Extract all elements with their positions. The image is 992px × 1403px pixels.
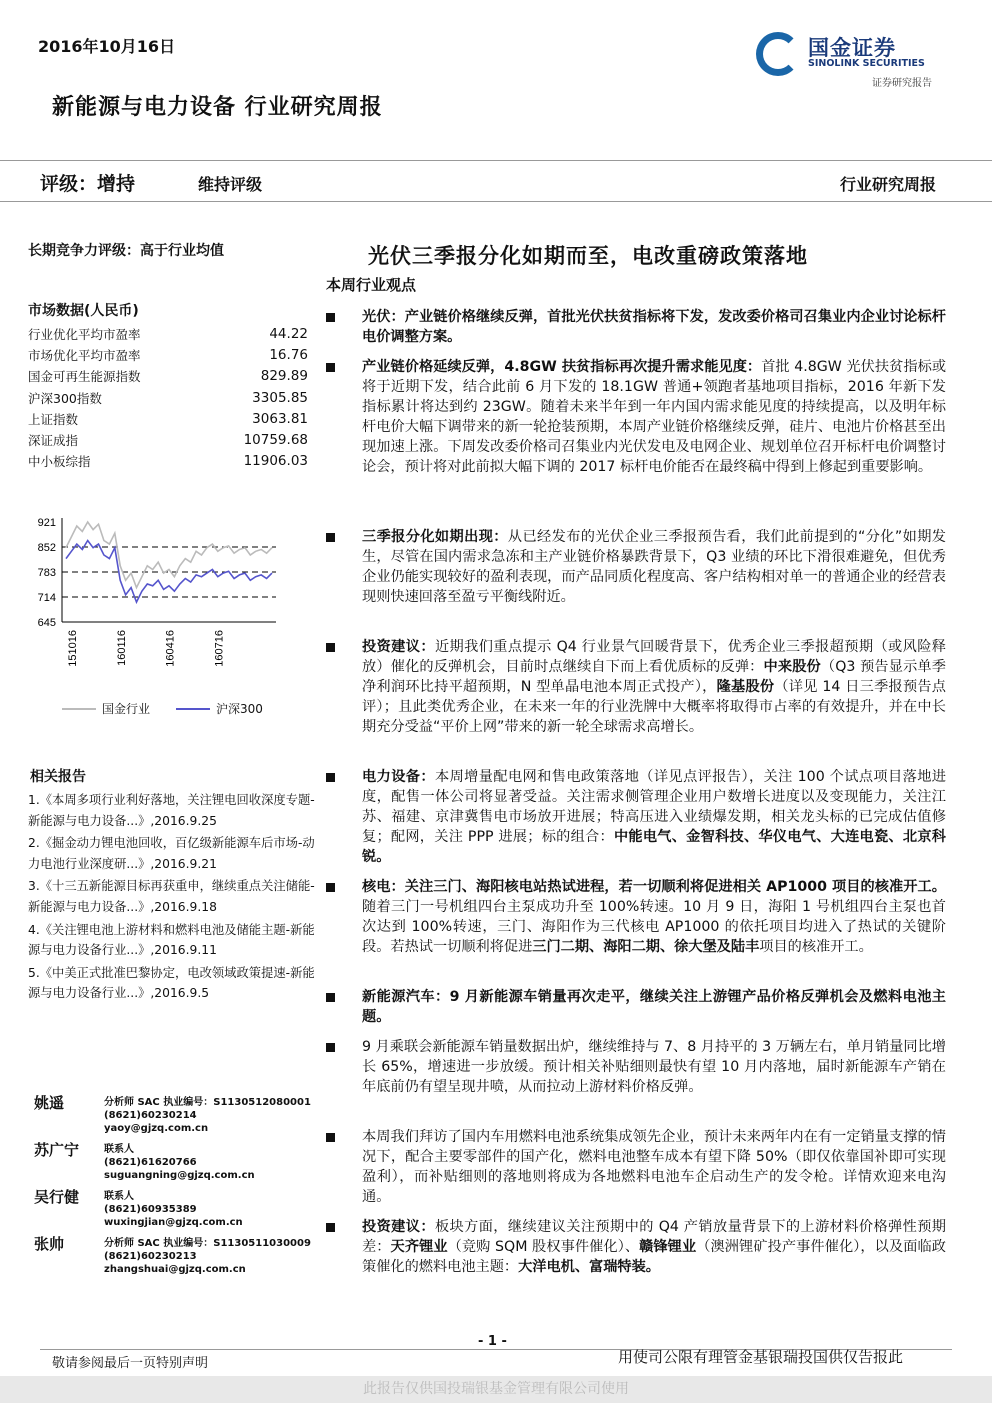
related-report-link[interactable]: 5.《中美正式批准巴黎协定，电改领域政策提速-新能源与电力设备行业...》,2016.9.5 <box>28 965 315 1001</box>
market-name: 中小板综指 <box>28 454 91 470</box>
analyst-email[interactable]: yaoy@gjzq.com.cn <box>104 1123 209 1134</box>
logo-en-text: SINOLINK SECURITIES <box>808 58 925 69</box>
para-text: 从已经发布的光伏企业三季报预告看，我们此前提到的“分化”如期发生，尽管在国内需求急冻和主产业链价格暴跌背景下，Q3 业绩的环比下滑很难避免，但优秀企业仍能实现较好的盈利表现，而产品同质化程度高、客户结构相对单一的普通企业的经营表现则快速回落至盈亏平衡线附近。 <box>362 529 946 605</box>
market-value: 3305.85 <box>252 389 308 406</box>
para-bold: 中能电气、金智科技、华仪电气、大连电瓷、北京科锐。 <box>362 829 946 865</box>
para-text: 首批 4.8GW 光伏扶贫指标或将于近期下发，结合此前 6 月下发的 18.1GW 普通+领跑者基地项目指标，2016 年新下发指标累计将达到约 23GW。随着未来半年到一年内国内需求能见度的持续提高，以及明年标杆电价大幅下调带来的新一轮抢装预期，本周产业链价格继续反弹，硅片、电池片价格甚至出现加速上涨。下周发改委价格司召集业内光伏发电及电网企业、规划单位召开标杆电价调整讨论会，预计将对此前拟大幅下调的 2017 标杆电价能否在最终稿中得到上修起到重要影响。 <box>362 359 947 475</box>
para-bold: 大洋电机、富瑞特装。 <box>518 1259 660 1275</box>
rating-bar <box>0 160 992 202</box>
analyst-cert: 分析师 SAC 执业编号：S1130511030009 <box>104 1238 311 1249</box>
company-logo <box>756 30 956 92</box>
analyst-phone: (8621)60935389 <box>104 1204 197 1215</box>
market-name: 国金可再生能源指数 <box>28 369 141 385</box>
para-bold: 三季报分化如期出现： <box>362 529 508 545</box>
view-paragraph <box>326 357 946 477</box>
analyst <box>34 1233 324 1280</box>
market-row <box>28 366 308 387</box>
analyst-email[interactable]: suguangning@gjzq.com.cn <box>104 1170 255 1181</box>
y-tick-label: 714 <box>37 592 56 604</box>
para-text: 9 月乘联会新能源车销量数据出炉，继续维持与 7、8 月持平的 3 万辆左右，单月销量同比增长 65%，增速进一步放缓。预计相关补贴细则最快有望 10 月内落地，届时新能源车产销在年底前仍有望呈现井喷，从而拉动上游材料价格反弹。 <box>362 1039 946 1095</box>
logo-sub-text: 证券研究报告 <box>872 78 932 89</box>
analyst-info <box>104 1143 255 1182</box>
para-text: 近期我们重点提示 Q4 行业景气回暖背景下，优秀企业三季报超预期（或风险释放）催化的反弹机会，目前时点继续自下而上看优质标的反弹： <box>362 639 946 675</box>
market-name: 深证成指 <box>28 432 79 448</box>
y-tick-label: 645 <box>37 617 56 629</box>
bullet-icon <box>326 1223 335 1232</box>
analyst-name: 张帅 <box>34 1235 65 1253</box>
analyst-cert: 联系人 <box>104 1144 134 1155</box>
analyst-info <box>104 1190 243 1229</box>
para-text: （Q3 预告显示单季净利润环比持平超预期，N 型单晶电池本周正式投产）， <box>362 659 946 695</box>
y-tick-label: 852 <box>37 542 56 554</box>
para-bold: 三门二期、海阳二期、徐大堡及陆丰 <box>532 939 760 955</box>
analyst-phone: (8621)60230214 <box>104 1110 197 1121</box>
analyst-name: 苏广宁 <box>34 1141 80 1159</box>
logo-cn-text: 国金证券 <box>808 36 896 60</box>
market-value: 3063.81 <box>252 410 308 427</box>
para-text: 项目的核准开工。 <box>759 939 873 955</box>
market-name: 市场优化平均市盈率 <box>28 348 141 364</box>
x-tick-label: 160416 <box>164 630 177 667</box>
main-subtitle: 本周行业观点 <box>326 276 417 294</box>
market-value: 829.89 <box>260 368 308 385</box>
para-bold: 光伏：产业链价格继续反弹，首批光伏扶贫指标将下发，发改委价格司召集业内企业讨论标杆电价调整方案。 <box>362 309 946 345</box>
market-row <box>28 388 308 409</box>
bullet-icon <box>326 883 335 892</box>
bullet-icon <box>326 773 335 782</box>
footer-notice: 用使司公限有理管金基银瑞投国供仅告报此 <box>618 1348 904 1366</box>
related-report-link[interactable]: 2.《掘金动力锂电池回收，百亿级新能源车后市场-动力电池行业深度研...》,2016.9.21 <box>28 836 315 871</box>
market-value: 10759.68 <box>243 431 308 448</box>
para-text: （详见 14 日三季报预告点评）；且此类优秀企业，在未来一年的行业洗牌中大概率将取得市占率的有效提升，并在中长期充分受益“平价上网”带来的新一轮全球需求高增长。 <box>362 679 946 735</box>
para-bold: 产业链价格延续反弹，4.8GW 扶贫指标再次提升需求能见度： <box>362 359 762 375</box>
market-data-title: 市场数据(人民币) <box>28 303 139 319</box>
analyst-list <box>34 1092 324 1280</box>
analyst-phone: (8621)60230213 <box>104 1251 197 1262</box>
view-paragraph <box>326 1127 946 1207</box>
analyst-cert: 联系人 <box>104 1191 134 1202</box>
market-name: 行业优化平均市盈率 <box>28 327 141 342</box>
y-tick-label: 783 <box>37 567 56 579</box>
related-reports-title: 相关报告 <box>30 769 86 785</box>
para-bold: 电力设备： <box>362 769 435 785</box>
bullet-icon <box>326 1133 335 1142</box>
watermark: 此报告仅供国投瑞银基金管理有限公司使用 <box>0 1376 992 1403</box>
view-paragraph <box>326 877 946 957</box>
x-tick-label: 151016 <box>67 630 79 667</box>
view-paragraph <box>326 307 946 347</box>
view-paragraph <box>326 1217 946 1277</box>
view-paragraph <box>326 637 946 737</box>
series-line <box>66 522 272 588</box>
analyst-cert: 分析师 SAC 执业编号：S1130512080001 <box>104 1097 311 1108</box>
market-value: 11906.03 <box>243 453 308 470</box>
market-row <box>28 451 308 472</box>
report-category-title: 新能源与电力设备 行业研究周报 <box>52 94 383 120</box>
legend-swatch <box>176 708 210 710</box>
market-row <box>28 324 308 345</box>
para-bold: 核电：关注三门、海阳核电站热试进程，若一切顺利将促进相关 AP1000 项目的核准开工。 <box>362 879 946 895</box>
x-tick-label: 160116 <box>115 630 128 666</box>
bullet-icon <box>326 533 335 542</box>
para-bold: 投资建议： <box>362 639 435 655</box>
bullet-icon <box>326 313 335 322</box>
y-tick-label: 921 <box>37 517 56 529</box>
para-text: （竞购 SQM 股权事件催化）、 <box>447 1239 640 1255</box>
view-paragraph <box>326 527 946 607</box>
market-row <box>28 409 308 430</box>
related-report-link[interactable]: 4.《关注锂电池上游材料和燃料电池及储能主题-新能源与电力设备行业...》,2016.9.11 <box>28 922 315 958</box>
para-text: （澳洲锂矿投产事件催化），以及面临政策催化的燃料电池主题： <box>362 1239 946 1275</box>
footer-disclaimer: 敬请参阅最后一页特别声明 <box>52 1356 209 1371</box>
view-paragraph <box>326 767 946 867</box>
market-row <box>28 430 308 451</box>
related-report-link[interactable]: 1.《本周多项行业利好落地，关注锂电回收深度专题-新能源与电力设备...》,2016.9.25 <box>28 793 315 828</box>
para-bold: 投资建议： <box>362 1219 435 1235</box>
para-text: 板块方面，继续建议关注预期中的 Q4 产销放量背景下的上游材料价格弹性预期差： <box>362 1219 946 1255</box>
x-tick-label: 160716 <box>213 630 226 667</box>
para-text: 本周增量配电网和售电政策落地（详见点评报告），关注 100 个试点项目落地进度，配售一体公司将显著受益。关注需求侧管理企业用户数增长进度以及变现能力，关注江苏、福建、京津冀售电市场放开进展；特高压进入业绩爆发期，相关龙头标的已完成估值修复；配网，关注 PPP 进展；标的组合： <box>362 769 946 845</box>
bullet-icon <box>326 1043 335 1052</box>
para-bold: 新能源汽车：9 月新能源车销量再次走平，继续关注上游锂产品价格反弹机会及燃料电池主题。 <box>362 989 946 1025</box>
report-date: 2016年10月16日 <box>38 37 176 56</box>
para-text: 本周我们拜访了国内车用燃料电池系统集成领先企业，预计未来两年内在有一定销量支撑的情况下，配合主要零部件的国产化，燃料电池整车成本有望下降 50%（即仅依靠国补即可实现盈利），而补贴细则的落地则将成为各地燃料电池车企启动生产的发令枪。详情欢迎来电沟通。 <box>362 1129 946 1205</box>
market-name: 沪深300指数 <box>28 390 102 406</box>
rating-maintain: 维持评级 <box>198 175 263 194</box>
market-value: 16.76 <box>269 347 308 364</box>
long-term-rating: 长期竞争力评级：高于行业均值 <box>28 243 224 259</box>
para-text: 随着三门一号机组四台主泵成功升至 100%转速。10 月 9 日，海阳 1 号机组四台主泵也首次达到 100%转速，三门、海阳作为三代核电 AP1000 的依托项目均进入了热试的关键阶段。若热试一切顺利将促进 <box>362 899 946 955</box>
legend-label: 国金行业 <box>102 702 151 716</box>
logo-circle-icon <box>756 32 800 76</box>
analyst <box>34 1186 324 1233</box>
view-paragraph <box>326 1037 946 1097</box>
chart-legend <box>62 700 263 717</box>
view-paragraph <box>326 987 946 1027</box>
market-value: 44.22 <box>269 326 308 342</box>
analyst <box>34 1139 324 1186</box>
legend-item <box>176 700 263 717</box>
analyst-info <box>104 1237 311 1276</box>
para-bold: 天齐锂业 <box>390 1239 448 1255</box>
analyst-email[interactable]: wuxingjian@gjzq.com.cn <box>104 1217 243 1228</box>
analyst-phone: (8621)61620766 <box>104 1157 197 1168</box>
page-number: - 1 - <box>478 1334 507 1349</box>
para-bold: 隆基股份 <box>716 679 775 695</box>
market-row <box>28 345 308 366</box>
analyst-email[interactable]: zhangshuai@gjzq.com.cn <box>104 1264 246 1275</box>
market-data-table <box>28 324 308 472</box>
legend-swatch <box>62 708 96 710</box>
related-reports-list <box>28 790 318 1006</box>
report-type: 行业研究周报 <box>839 175 936 194</box>
related-report-link[interactable]: 3.《十三五新能源目标再获重申，继续重点关注储能-新能源与电力设备...》,2016.9.18 <box>28 879 315 914</box>
index-line-chart <box>28 502 288 702</box>
legend-label: 沪深300 <box>216 702 263 716</box>
analyst-name: 吴行健 <box>34 1188 80 1206</box>
analyst-info <box>104 1096 311 1135</box>
legend-item <box>62 700 150 717</box>
para-bold: 赣锋锂业 <box>639 1239 697 1255</box>
analyst-name: 姚遥 <box>34 1094 65 1112</box>
para-bold: 中来股份 <box>763 659 821 675</box>
main-title: 光伏三季报分化如期而至，电改重磅政策落地 <box>368 243 808 268</box>
bullet-icon <box>326 643 335 652</box>
rating: 评级：增持 <box>40 173 136 195</box>
market-name: 上证指数 <box>28 411 79 427</box>
sidebar <box>28 240 318 472</box>
bullet-icon <box>326 993 335 1002</box>
analyst <box>34 1092 324 1139</box>
bullet-icon <box>326 363 335 372</box>
